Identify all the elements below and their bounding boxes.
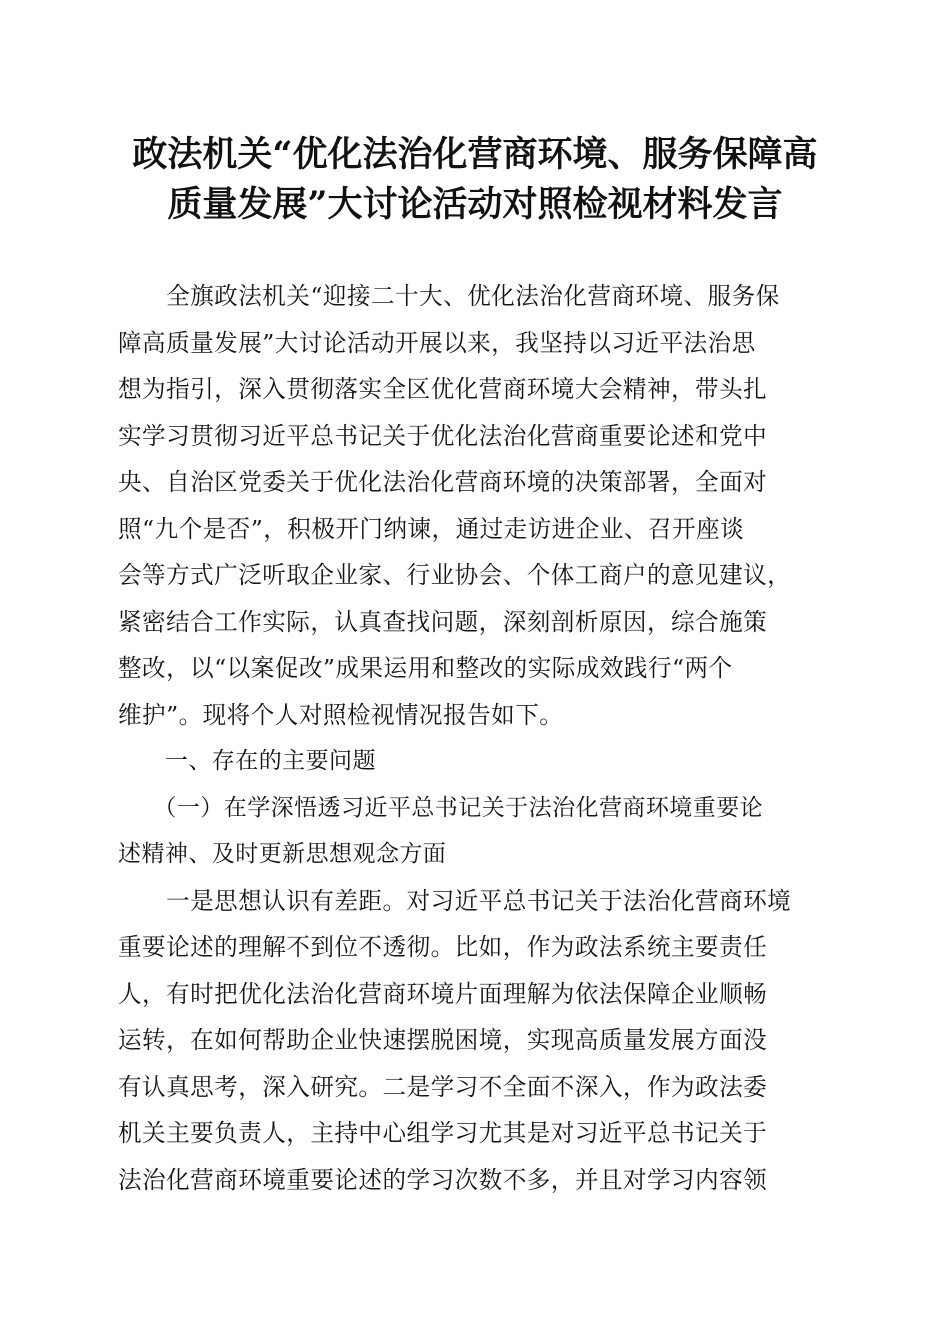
intro-paragraph: [118, 273, 836, 738]
text-line: 一是思想认识有差距。对习近平总书记关于法治化营商环境: [118, 886, 792, 915]
section-heading: [118, 738, 836, 785]
text-line: 人，有时把优化法治化营商环境片面理解为依法保障企业顺畅: [118, 979, 768, 1008]
text-line: 法治化营商环境重要论述的学习次数不多，并且对学习内容领: [118, 1165, 768, 1194]
text-line: 障高质量发展”大讨论活动开展以来，我坚持以习近平法治思: [118, 328, 756, 357]
document-title: [100, 130, 850, 230]
text-line: 运转，在如何帮助企业快速摆脱困境，实现高质量发展方面没: [118, 1026, 768, 1054]
text-line: 全旗政法机关“迎接二十大、优化法治化营商环境、服务保: [118, 282, 780, 310]
text-line: 照“九个是否”，积极开门纳谏，通过走访进企业、召开座谈: [118, 514, 745, 543]
text-line: 实学习贯彻习近平总书记关于优化法治化营商重要论述和党中: [118, 421, 768, 450]
text-line: 维护”。现将个人对照检视情况报告如下。: [118, 700, 564, 729]
text-line: （一）在学深悟透习近平总书记关于法治化营商环境重要论: [118, 794, 764, 821]
text-line: 重要论述的理解不到位不透彻。比如，作为政法系统主要责任: [118, 933, 768, 961]
text-line: 整改，以“以案促改”成果运用和整改的实际成效践行“两个: [118, 654, 733, 682]
text-line: 机关主要负责人，主持中心组学习尤其是对习近平总书记关于: [118, 1119, 768, 1147]
title-line: 质量发展”大讨论活动对照检视材料发言: [167, 184, 783, 225]
subsection-heading: [118, 785, 836, 878]
title-line: 政法机关“优化法治化营商环境、服务保障高: [132, 134, 818, 175]
section-heading-text: 一、存在的主要问题: [118, 748, 376, 774]
text-line: 会等方式广泛听取企业家、行业协会、个体工商户的意见建议，: [118, 561, 792, 589]
text-line: 央、自治区党委关于优化法治化营商环境的决策部署，全面对: [118, 468, 768, 496]
body-paragraph: [118, 878, 836, 1204]
text-line: 想为指引，深入贯彻落实全区优化营商环境大会精神，带头扎: [118, 375, 768, 403]
document-body: [118, 273, 836, 1203]
text-line: 紧密结合工作实际，认真查找问题，深刻剖析原因，综合施策: [118, 607, 768, 636]
text-line: 有认真思考，深入研究。二是学习不全面不深入，作为政法委: [118, 1072, 768, 1101]
text-line: 述精神、及时更新思想观念方面: [118, 841, 447, 867]
